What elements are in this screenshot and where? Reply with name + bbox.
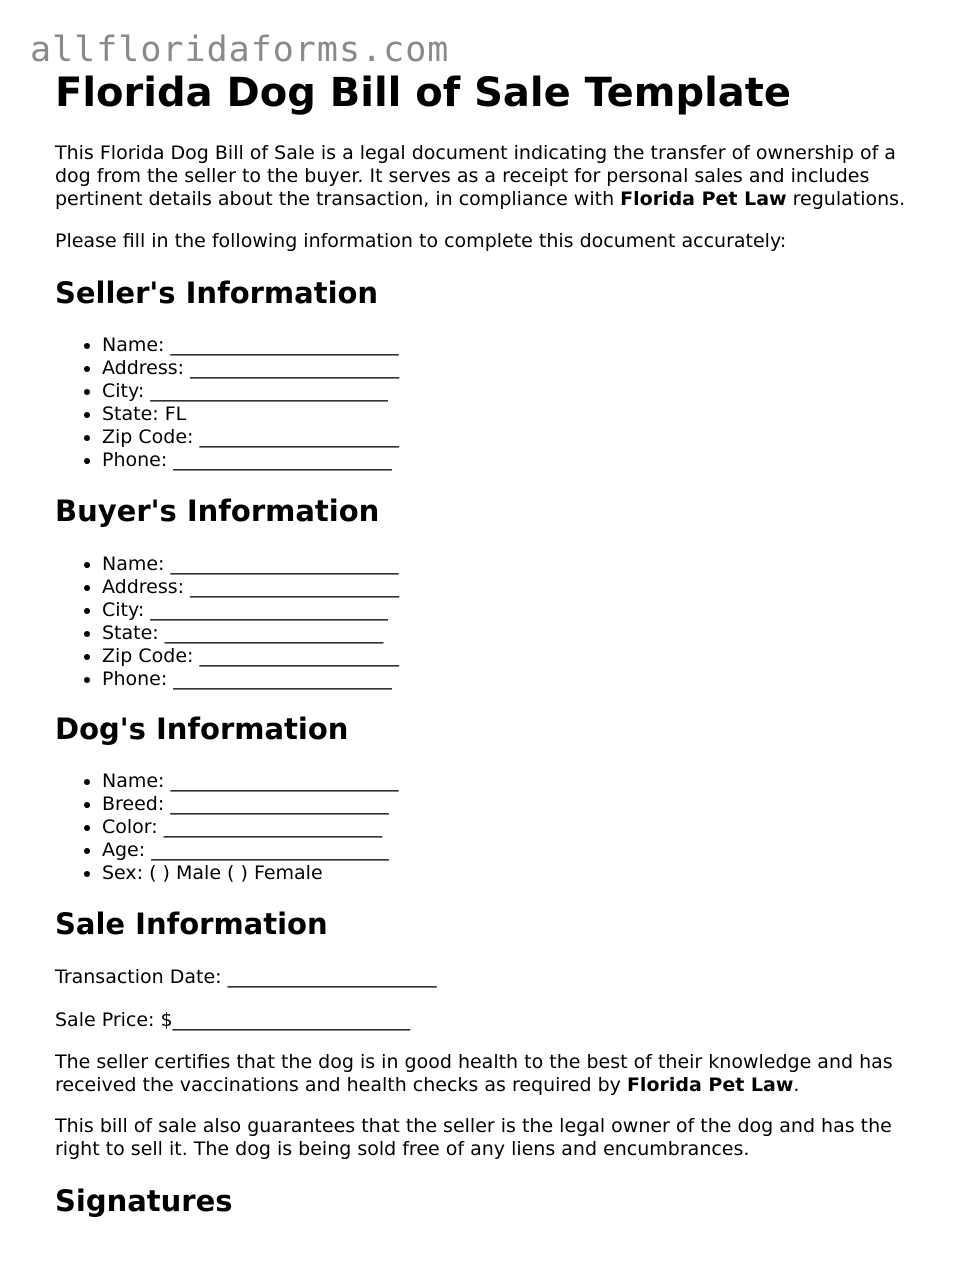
seller-zip-field[interactable]: • Zip Code: _____________________ bbox=[102, 426, 399, 449]
buyer-zip-field[interactable]: • Zip Code: _____________________ bbox=[102, 645, 399, 668]
intro-text-start: This Florida Dog Bill of Sale is a legal document indicating the transfer of ownership of a dog from the seller to the buyer. It serves as a receipt for personal sales and includes pertinent details about the transaction, in compliance with bbox=[55, 142, 896, 210]
buyer-state-field[interactable]: • State: _______________________ bbox=[102, 622, 399, 645]
transaction-date-field[interactable]: Transaction Date: ______________________ bbox=[55, 966, 437, 988]
sale-heading: Sale Information bbox=[55, 907, 328, 941]
document-title: Florida Dog Bill of Sale Template bbox=[55, 70, 792, 116]
seller-state-field: • State: FL bbox=[102, 403, 399, 426]
buyer-address-field[interactable]: • Address: ______________________ bbox=[102, 576, 399, 599]
health-text-end: . bbox=[793, 1074, 800, 1096]
intro-paragraph bbox=[55, 142, 935, 211]
instruction-text: Please fill in the following information to complete this document accurately: bbox=[55, 230, 787, 252]
intro-text-end: regulations. bbox=[786, 188, 906, 210]
sale-price-field[interactable]: Sale Price: $_________________________ bbox=[55, 1009, 411, 1031]
seller-city-field[interactable]: • City: _________________________ bbox=[102, 380, 399, 403]
dog-list bbox=[55, 770, 399, 885]
buyer-phone-field[interactable]: • Phone: _______________________ bbox=[102, 668, 399, 691]
seller-address-field[interactable]: • Address: ______________________ bbox=[102, 357, 399, 380]
dog-age-field[interactable]: • Age: _________________________ bbox=[102, 839, 399, 862]
seller-phone-field[interactable]: • Phone: _______________________ bbox=[102, 449, 399, 472]
dog-breed-field[interactable]: • Breed: _______________________ bbox=[102, 793, 399, 816]
health-law-name: Florida Pet Law bbox=[626, 1074, 794, 1096]
buyer-heading: Buyer's Information bbox=[55, 494, 380, 528]
dog-color-field[interactable]: • Color: _______________________ bbox=[102, 816, 399, 839]
dog-name-field[interactable]: • Name: ________________________ bbox=[102, 770, 399, 793]
dog-heading: Dog's Information bbox=[55, 712, 349, 746]
seller-heading: Seller's Information bbox=[55, 276, 379, 310]
seller-list bbox=[55, 334, 399, 471]
signatures-heading: Signatures bbox=[55, 1184, 233, 1218]
buyer-city-field[interactable]: • City: _________________________ bbox=[102, 599, 399, 622]
seller-name-field[interactable]: • Name: ________________________ bbox=[102, 334, 399, 357]
ownership-guarantee-paragraph: This bill of sale also guarantees that the seller is the legal owner of the dog and has the right to sell it. The dog is being sold free of any liens and encumbrances. bbox=[55, 1115, 892, 1160]
health-certification-paragraph bbox=[55, 1051, 935, 1097]
dog-sex-field[interactable]: • Sex: ( ) Male ( ) Female bbox=[102, 862, 399, 885]
buyer-list bbox=[55, 553, 399, 690]
intro-law-name: Florida Pet Law bbox=[620, 188, 787, 210]
watermark-logo: allfloridaforms.com bbox=[30, 30, 450, 70]
health-text-start: The seller certifies that the dog is in good health to the best of their knowledge and has received the vaccinations and health checks as required by bbox=[55, 1051, 893, 1096]
buyer-name-field[interactable]: • Name: ________________________ bbox=[102, 553, 399, 576]
